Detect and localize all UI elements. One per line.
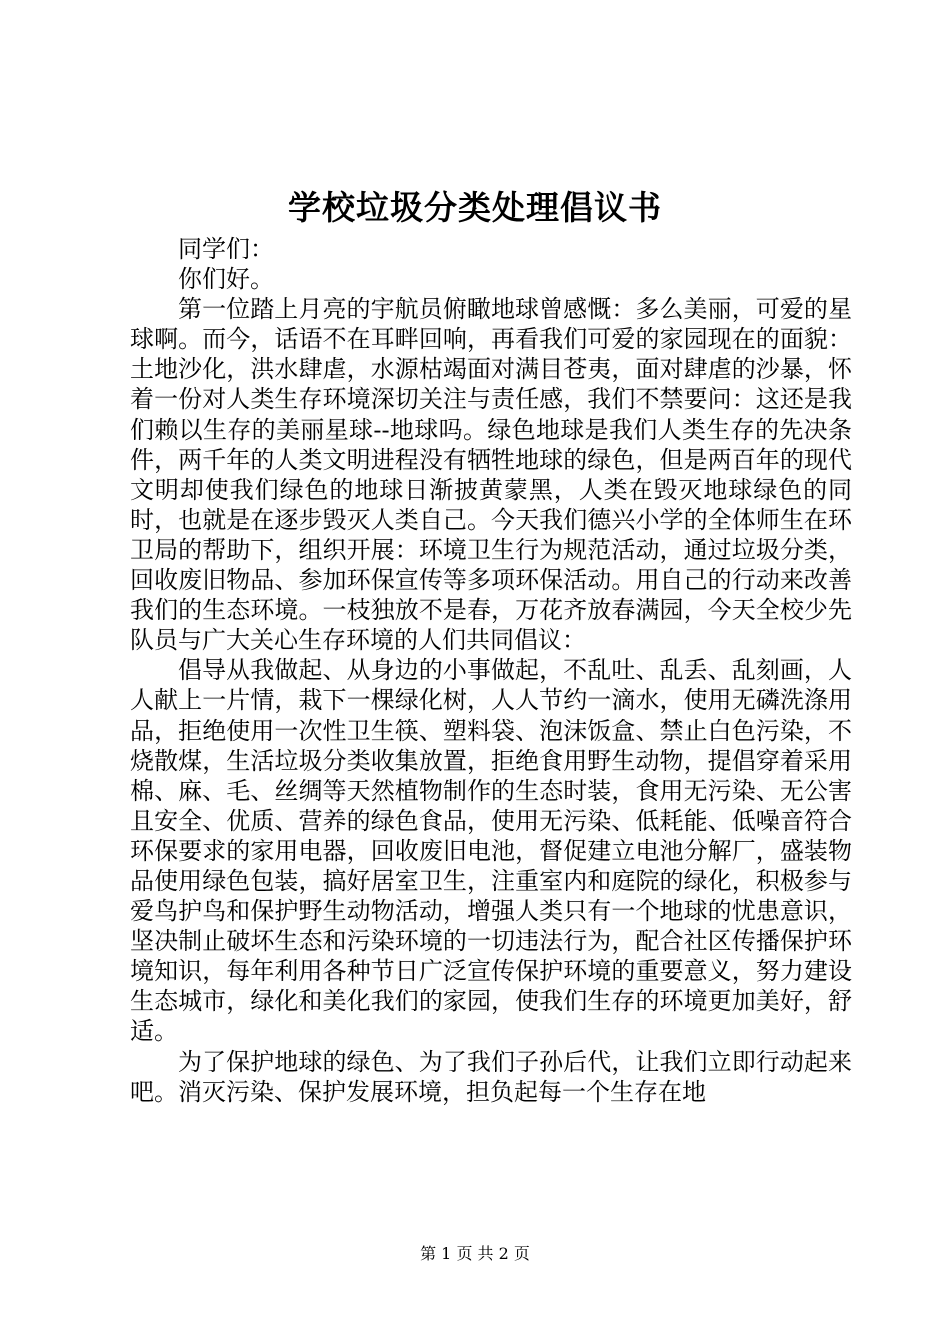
paragraph-proposal: 倡导从我做起、从身边的小事做起，不乱吐、乱丢、乱刻画，人人献上一片情，栽下一棵绿化树，人人节约一滴水，使用无磷洗涤用品，拒绝使用一次性卫生筷、塑料袋、泡沫饭盒、禁止白色污染，不烧散煤，生活垃圾分类收集放置，拒绝食用野生动物，提倡穿着采用棉、麻、毛、丝绸等天然植物制作的生态时装，食用无污染、无公害且安全、优质、营养的绿色食品，使用无污染、低耗能、低噪音符合环保要求的家用电器，回收废旧电池，督促建立电池分解厂，盛装物品使用绿色包装，搞好居室卫生，注重室内和庭院的绿化，积极参与爱鸟护鸟和保护野生动物活动，增强人类只有一个地球的忧患意识，坚决制止破坏生态和污染环境的一切违法行为，配合社区传播保护环境知识，每年利用各种节日广泛宣传保护环境的重要意义，努力建设生态城市，绿化和美化我们的家园，使我们生存的环境更加美好，舒适。 bbox=[130, 656, 852, 1046]
paragraph-call-to-action: 为了保护地球的绿色、为了我们子孙后代，让我们立即行动起来吧。消灭污染、保护发展环境，担负起每一个生存在地 bbox=[130, 1047, 852, 1106]
document-title: 学校垃圾分类处理倡议书 bbox=[288, 188, 662, 227]
salutation: 同学们： bbox=[178, 235, 274, 263]
greeting: 你们好。 bbox=[178, 265, 274, 294]
document-body bbox=[130, 234, 852, 1107]
paragraph-intro: 第一位踏上月亮的宇航员俯瞰地球曾感慨：多么美丽，可爱的星球啊。而今，话语不在耳畔回响，再看我们可爱的家园现在的面貌：土地沙化，洪水肆虐，水源枯竭面对满目苍夷，面对肆虐的沙暴，怀着一份对人类生存环境深切关注与责任感，我们不禁要问：这还是我们赖以生存的美丽星球--地球吗。绿色地球是我们人类生存的先决条件，两千年的人类文明进程没有牺牲地球的绿色，但是两百年的现代文明却使我们绿色的地球日渐披黄蒙黑，人类在毁灭地球绿色的同时，也就是在逐步毁灭人类自己。今天我们德兴小学的全体师生在环卫局的帮助下，组织开展：环境卫生行为规范活动，通过垃圾分类，回收废旧物品、参加环保宣传等多项环保活动。用自己的行动来改善我们的生态环境。一枝独放不是春，万花齐放春满园，今天全校少先队员与广大关心生存环境的人们共同倡议： bbox=[130, 295, 852, 655]
page-number-footer: 第 1 页 共 2 页 bbox=[420, 1244, 530, 1263]
